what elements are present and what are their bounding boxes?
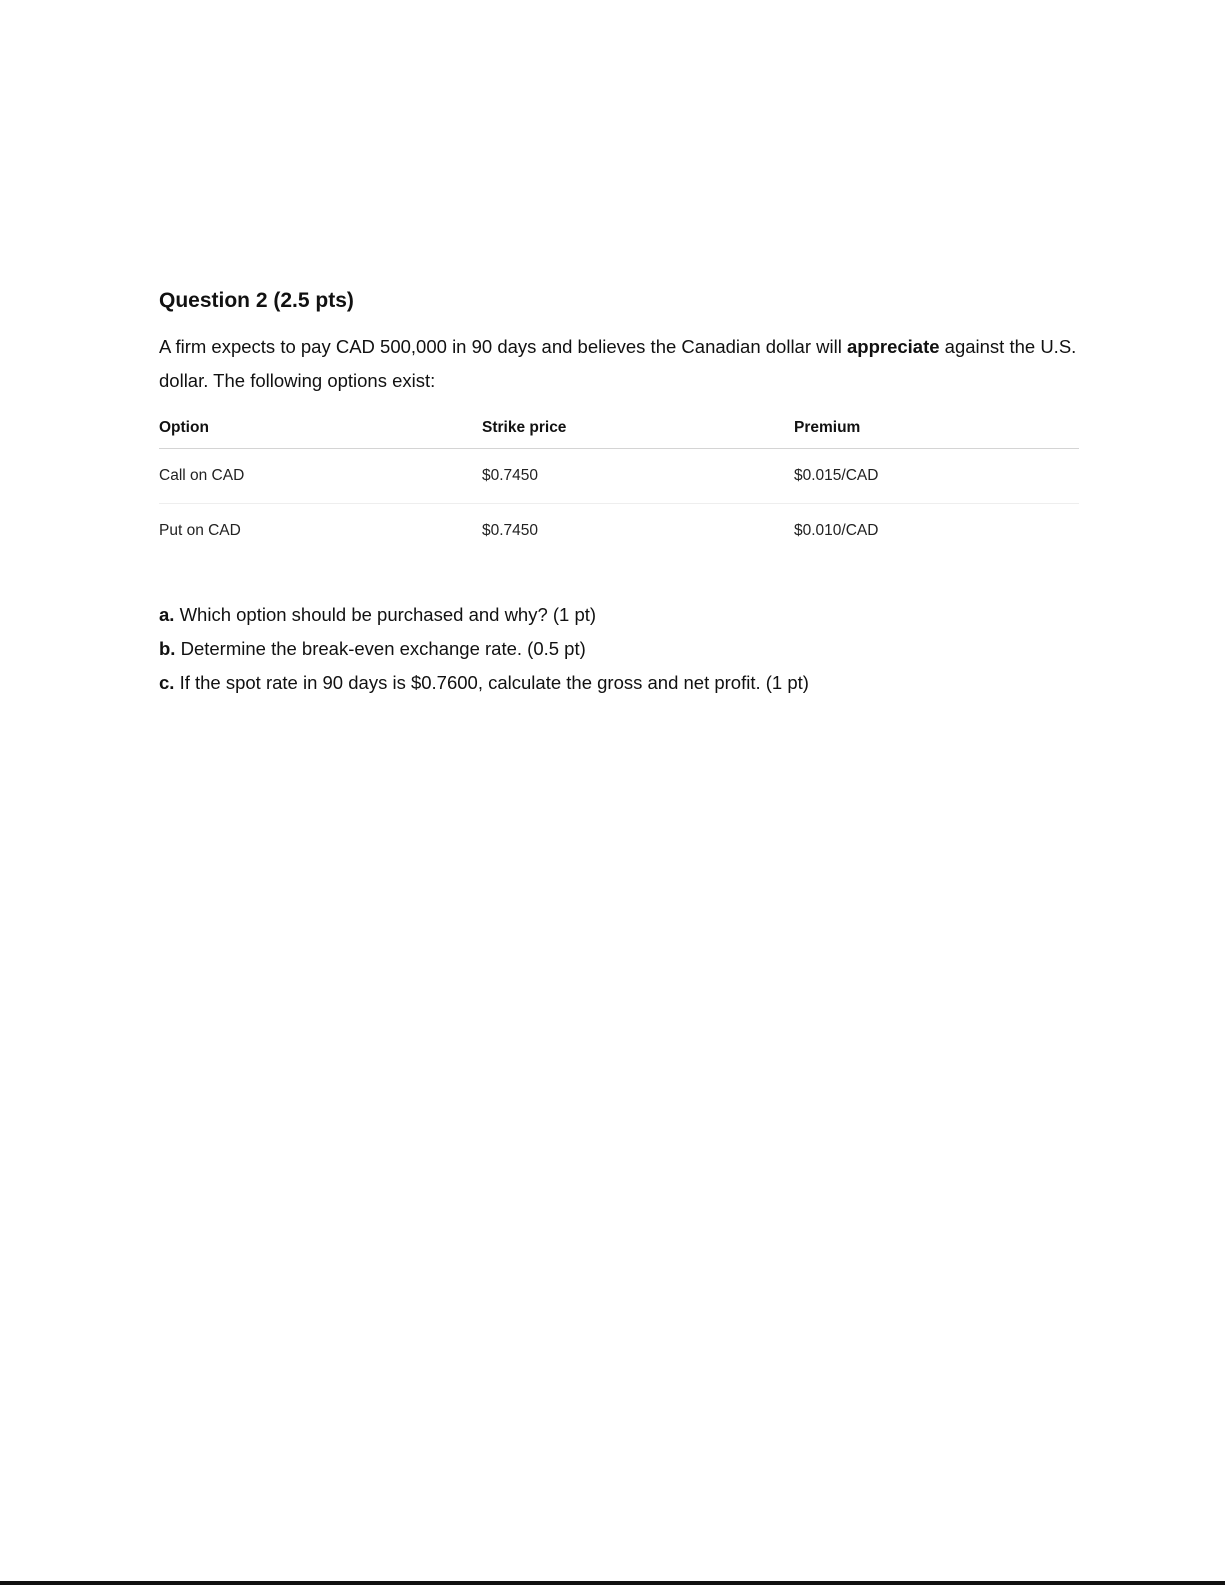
question-intro xyxy=(159,330,1079,398)
intro-text-start: A firm expects to pay CAD 500,000 in 90 days and believes the Canadian dollar will xyxy=(159,336,847,357)
intro-emphasis: appreciate xyxy=(846,336,940,357)
question-block xyxy=(159,284,1079,700)
part-b xyxy=(159,632,1079,666)
cell-option: Put on CAD xyxy=(159,522,241,539)
cell-option: Call on CAD xyxy=(159,449,482,504)
part-b-letter: b. xyxy=(159,638,176,659)
part-a-letter: a. xyxy=(159,604,175,625)
cell-premium: $0.010/CAD xyxy=(794,522,879,539)
table-header-row xyxy=(159,408,1079,449)
header-option: Option xyxy=(159,408,482,449)
intro-text-end: against the U.S. dollar. The following options exist: xyxy=(159,336,1077,391)
part-c xyxy=(159,666,1079,700)
part-a xyxy=(159,598,1079,632)
cell-strike: $0.7450 xyxy=(482,449,794,504)
table-row xyxy=(159,449,1079,504)
options-table xyxy=(159,408,1079,558)
header-strike-price: Strike price xyxy=(482,408,794,449)
page-bottom-border xyxy=(0,1581,1225,1585)
part-c-letter: c. xyxy=(159,672,175,693)
part-b-text: Determine the break-even exchange rate. (0.5 pt) xyxy=(175,638,586,659)
table-row xyxy=(159,504,1079,559)
part-c-text: If the spot rate in 90 days is $0.7600, calculate the gross and net profit. (1 pt) xyxy=(174,672,809,693)
cell-strike: $0.7450 xyxy=(482,522,539,539)
cell-premium: $0.015/CAD xyxy=(794,449,1079,504)
header-premium: Premium xyxy=(794,408,1079,449)
question-parts xyxy=(159,598,1079,700)
part-a-text: Which option should be purchased and why? (1 pt) xyxy=(174,604,597,625)
question-title: Question 2 (2.5 pts) xyxy=(159,289,354,312)
